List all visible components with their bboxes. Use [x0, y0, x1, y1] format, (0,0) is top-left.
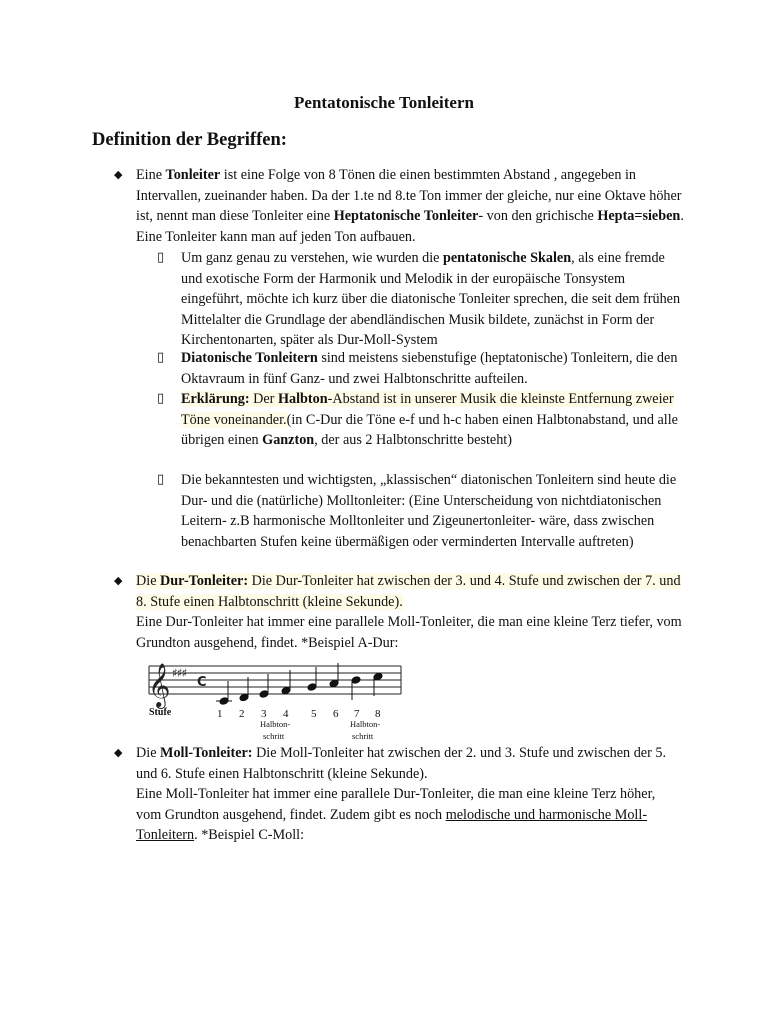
- box-bullet-icon: ▯: [157, 350, 165, 365]
- note: [351, 676, 361, 685]
- term-diatonische-tonleitern: Diatonische Tonleitern: [181, 350, 318, 366]
- page-title: Pentatonische Tonleitern: [294, 93, 474, 112]
- degree-4: 4: [283, 708, 289, 720]
- halbton-label-2b: schritt: [352, 731, 374, 741]
- sub-item-pentatonische: ▯ Um ganz genau zu verstehen, wie wurden die pentatonische Skalen, als eine fremde und exotische Form der Harmonik und Melodik in der europäische Tonsystem eingeführt, möchte ich kurz über die diatonische Tonleiter sprechen, die seit dem frühen Mittelalter die Grundlage der abendländischen Musik bildete, zunächst in Form der Kirchentonarten, später als Dur-Moll-System: [157, 250, 681, 348]
- box-bullet-icon: ▯: [157, 250, 165, 265]
- term-pentatonische-skalen: pentatonische Skalen: [442, 250, 572, 266]
- note: [373, 672, 383, 681]
- note: [239, 693, 249, 702]
- term-erklaerung: Erklärung:: [181, 391, 250, 407]
- degree-2: 2: [239, 708, 245, 720]
- list-item-dur-tonleiter: ◆ Die Dur-Tonleiter: Die Dur-Tonleiter hat zwischen der 3. und 4. Stufe und zwischen der 7. und 8. Stufe einen Halbtonschritt (kleine Sekunde). Eine Dur-Tonleiter hat immer eine parallele Moll-Tonleiter, die man eine kleine Terz tiefer, vom Grundton ausgehend, findet. *Beispiel A-Dur:: [114, 573, 682, 651]
- sub-item-erklaerung: ▯ Erklärung: Der Halbton-Abstand ist in unserer Musik die kleinste Entfernung zweier Töne voneinander.(in C-Dur die Töne e-f und h-c haben einen Halbtonabstand, und alle übrigen einen Ganzton, der aus 2 Halbtonschritte besteht): [157, 391, 678, 448]
- list-item-tonleiter: ◆ Eine Tonleiter ist eine Folge von 8 Tönen die einen bestimmten Abstand , angegeben in Intervallen, zueinander haben. Da der 1.te nd 8.te Ton immer der gleiche, nur eine Oktave höher ist, nennt man diese Tonleiter eine Heptatonische Tonleiter- von den grichische Hepta=sieben. Eine Tonleiter kann man auf jeden Ton aufbauen.: [114, 167, 684, 245]
- degree-3: 3: [261, 708, 267, 720]
- list-item-moll-tonleiter: ◆ Die Moll-Tonleiter: Die Moll-Tonleiter hat zwischen der 2. und 3. Stufe und zwischen der 5. und 6. Stufe einen Halbtonschritt (kleine Sekunde). Eine Moll-Tonleiter hat immer eine parallele Dur-Tonleiter, die man eine kleine Terz höher, vom Grundton ausgehend, findet. Zudem gibt es noch melodische und harmonische Moll-Tonleitern. *Beispiel C-Moll:: [114, 745, 667, 843]
- halbton-label-2a: Halbton-: [350, 719, 381, 729]
- staff-lines: [149, 666, 401, 694]
- note: [329, 679, 339, 688]
- box-bullet-icon: ▯: [157, 472, 165, 487]
- sub-item-klassische: ▯ Die bekanntesten und wichtigsten, „klassischen“ diatonischen Tonleitern sind heute die Dur- und die (natürliche) Molltonleiter: (Eine Unterscheidung von nichtdiatonischen Leitern- z.B harmonische Molltonleiter und Zigeunertonleiter- wäre, dass zwischen benachbarten Stufen keine übermäßigen oder verminderten Intervalle auftreten): [157, 472, 677, 550]
- degree-labels: [149, 707, 381, 741]
- highlighted-text: Die Dur-Tonleiter: Die Dur-Tonleiter hat zwischen der 3. und 4. Stufe und zwischen der 7. und 8. Stufe einen Halbtonschritt (kleine Sekunde).: [136, 573, 681, 610]
- diamond-bullet-icon: ◆: [114, 747, 123, 759]
- underlined-term: melodische und harmonische Moll-Tonleitern: [136, 806, 648, 843]
- term-ganzton: Ganzton: [262, 432, 315, 448]
- treble-clef-icon: 𝄞: [148, 663, 171, 707]
- term-hepta-sieben: Hepta=sieben: [597, 208, 681, 224]
- highlighted-text: Erklärung: Der Halbton-Abstand ist in unserer Musik die kleinste Entfernung zweier Töne voneinander.: [181, 391, 674, 428]
- section-heading: Definition der Begriffen:: [92, 130, 287, 150]
- time-signature: C: [197, 675, 207, 690]
- degree-8: 8: [375, 708, 381, 720]
- degree-7: 7: [354, 708, 360, 720]
- note: [281, 686, 291, 695]
- term-dur-tonleiter: Dur-Tonleiter:: [160, 573, 249, 589]
- sub-item-diatonische: ▯ Diatonische Tonleitern sind meistens siebenstufige (heptatonische) Tonleitern, die den Oktavraum in fünf Ganz- und zwei Halbtonschritte aufteilen.: [157, 350, 678, 387]
- degree-6: 6: [333, 708, 339, 720]
- degree-1: 1: [217, 708, 223, 720]
- term-heptatonische-tonleiter: Heptatonische Tonleiter: [333, 208, 479, 224]
- note: [219, 697, 229, 706]
- term-moll-tonleiter: Moll-Tonleiter:: [160, 745, 253, 761]
- box-bullet-icon: ▯: [157, 391, 165, 406]
- a-dur-scale-notation: [136, 655, 406, 747]
- diamond-bullet-icon: ◆: [114, 169, 123, 181]
- term-halbton: Halbton: [277, 391, 328, 407]
- note: [259, 690, 269, 699]
- note: [307, 683, 317, 692]
- term-tonleiter: Tonleiter: [165, 167, 221, 183]
- halbton-label-1a: Halbton-: [260, 719, 291, 729]
- halbton-label-1b: schritt: [263, 731, 285, 741]
- scale-notes: [216, 663, 383, 705]
- degree-5: 5: [311, 708, 317, 720]
- stufe-label: Stufe: [149, 707, 172, 718]
- diamond-bullet-icon: ◆: [114, 575, 123, 587]
- key-signature: ♯♯♯: [172, 666, 187, 680]
